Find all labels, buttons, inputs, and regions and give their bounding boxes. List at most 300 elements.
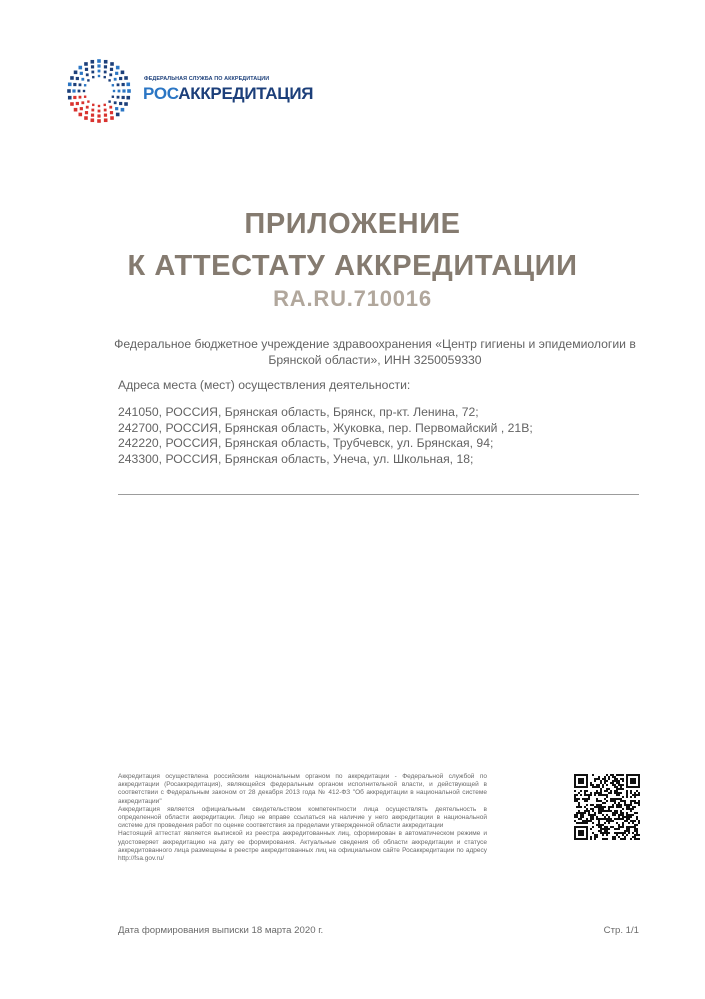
qr-module bbox=[590, 828, 592, 830]
qr-module bbox=[600, 824, 602, 826]
logo-dot bbox=[80, 72, 83, 75]
qr-module bbox=[610, 806, 612, 808]
qr-module bbox=[616, 794, 618, 796]
qr-module bbox=[600, 812, 602, 814]
qr-module bbox=[578, 792, 580, 794]
qr-module bbox=[600, 790, 602, 792]
qr-module bbox=[628, 806, 630, 808]
qr-module bbox=[630, 808, 632, 810]
qr-module bbox=[618, 788, 620, 790]
qr-module bbox=[574, 816, 576, 818]
qr-module bbox=[614, 814, 616, 816]
qr-module bbox=[588, 794, 590, 796]
qr-module bbox=[602, 828, 604, 830]
qr-module bbox=[592, 784, 594, 786]
qr-module bbox=[600, 808, 602, 810]
address-item: 243300, РОССИЯ, Брянская область, Унеча, ул. Школьная, 18; bbox=[118, 451, 474, 466]
issue-date: Дата формирования выписки 18 марта 2020 г. bbox=[118, 925, 324, 936]
qr-module bbox=[596, 798, 598, 800]
qr-module bbox=[614, 790, 616, 792]
qr-module bbox=[580, 822, 582, 824]
qr-module bbox=[574, 796, 576, 798]
logo-dot bbox=[127, 89, 131, 93]
qr-module bbox=[586, 820, 588, 822]
qr-module bbox=[578, 822, 580, 824]
qr-module bbox=[630, 810, 632, 812]
logo-dot bbox=[97, 114, 100, 117]
qr-module bbox=[582, 798, 584, 800]
qr-module bbox=[636, 818, 638, 820]
qr-module bbox=[616, 812, 618, 814]
qr-module bbox=[606, 800, 608, 802]
logo-dot bbox=[110, 62, 114, 66]
qr-module bbox=[582, 822, 584, 824]
qr-module bbox=[598, 794, 600, 796]
logo-dot bbox=[97, 119, 101, 123]
qr-module bbox=[616, 786, 618, 788]
qr-module bbox=[604, 802, 606, 804]
qr-module bbox=[604, 806, 606, 808]
qr-module bbox=[586, 810, 588, 812]
qr-module bbox=[584, 800, 586, 802]
qr-module bbox=[618, 798, 620, 800]
qr-module bbox=[612, 800, 614, 802]
qr-module bbox=[586, 818, 588, 820]
logo-dot bbox=[113, 90, 115, 92]
qr-module bbox=[610, 790, 612, 792]
qr-module bbox=[636, 790, 638, 792]
qr-module bbox=[604, 828, 606, 830]
qr-module bbox=[636, 838, 638, 840]
qr-module bbox=[626, 816, 628, 818]
qr-module bbox=[618, 836, 620, 838]
qr-module bbox=[628, 818, 630, 820]
qr-module bbox=[616, 798, 618, 800]
qr-module bbox=[612, 774, 614, 776]
qr-module bbox=[630, 778, 636, 784]
qr-module bbox=[634, 830, 636, 832]
qr-module bbox=[596, 816, 598, 818]
qr-module bbox=[630, 814, 632, 816]
qr-module bbox=[604, 776, 606, 778]
logo-dot bbox=[126, 83, 130, 87]
qr-module bbox=[602, 814, 604, 816]
qr-module bbox=[584, 792, 586, 794]
qr-module bbox=[632, 820, 634, 822]
qr-module bbox=[634, 838, 636, 840]
logo-dot bbox=[68, 83, 72, 87]
qr-module bbox=[584, 812, 586, 814]
qr-module bbox=[610, 818, 612, 820]
qr-module bbox=[618, 806, 620, 808]
qr-module bbox=[598, 824, 600, 826]
qr-module bbox=[588, 798, 590, 800]
logo-dot bbox=[91, 71, 94, 74]
qr-module bbox=[604, 778, 606, 780]
qr-module bbox=[616, 818, 618, 820]
qr-module bbox=[608, 792, 610, 794]
qr-module bbox=[596, 804, 598, 806]
qr-module bbox=[604, 818, 606, 820]
qr-module bbox=[620, 832, 622, 834]
qr-module bbox=[638, 794, 640, 796]
logo-dot bbox=[85, 111, 88, 114]
organization-name: Федеральное бюджетное учреждение здравоохранения «Центр гигиены и эпидемиологии в Брянской области», ИНН 3250059330 bbox=[114, 337, 636, 367]
qr-module bbox=[596, 790, 598, 792]
qr-module bbox=[596, 792, 598, 794]
qr-module bbox=[612, 812, 614, 814]
qr-module bbox=[628, 804, 630, 806]
qr-module bbox=[622, 816, 624, 818]
qr-module bbox=[618, 816, 620, 818]
qr-module bbox=[618, 792, 620, 794]
qr-module bbox=[594, 814, 596, 816]
qr-module bbox=[606, 830, 608, 832]
qr-module bbox=[580, 816, 582, 818]
qr-module bbox=[610, 800, 612, 802]
qr-module bbox=[574, 790, 576, 792]
qr-module bbox=[620, 814, 622, 816]
qr-module bbox=[638, 792, 640, 794]
qr-module bbox=[592, 808, 594, 810]
qr-module bbox=[590, 792, 592, 794]
qr-module bbox=[602, 778, 604, 780]
logo-dot bbox=[104, 71, 107, 74]
logo-dot bbox=[73, 96, 76, 99]
address-item: 242220, РОССИЯ, Брянская область, Трубчевск, ул. Брянская, 94; bbox=[118, 436, 494, 451]
qr-module bbox=[594, 838, 596, 840]
qr-module bbox=[606, 828, 608, 830]
qr-module bbox=[592, 826, 594, 828]
qr-module bbox=[576, 806, 578, 808]
footnote-paragraph-3: Настоящий аттестат является выпиской из реестра аккредитованных лиц, сформирован в автоматическом режиме и удостоверяет аккредитацию на дату ее формирования. Актуальные сведения об области аккредитации и статусе аккредитованного лица размещены в реестре аккредитованных лиц на официальном сайте Росаккредитации по адресу http://fsa.gov.ru/ bbox=[118, 830, 487, 863]
qr-module bbox=[604, 838, 606, 840]
qr-module bbox=[616, 780, 618, 782]
addresses-list bbox=[118, 405, 533, 467]
logo-dot bbox=[119, 77, 122, 80]
qr-module bbox=[606, 818, 608, 820]
qr-module bbox=[596, 834, 598, 836]
qr-module bbox=[586, 798, 588, 800]
qr-module bbox=[622, 796, 624, 798]
logo-agency-name: ФЕДЕРАЛЬНАЯ СЛУЖБА ПО АККРЕДИТАЦИИ bbox=[144, 76, 270, 82]
qr-module bbox=[604, 822, 606, 824]
logo-brand-rest: АККРЕДИТАЦИЯ bbox=[178, 84, 314, 103]
qr-module bbox=[606, 838, 608, 840]
qr-module bbox=[616, 828, 618, 830]
logo-dot bbox=[116, 66, 120, 70]
logo-dot bbox=[98, 70, 101, 73]
qr-module bbox=[620, 774, 622, 776]
qr-module bbox=[626, 792, 628, 794]
qr-module bbox=[588, 812, 590, 814]
qr-module bbox=[596, 786, 598, 788]
qr-module bbox=[620, 826, 622, 828]
qr-module bbox=[618, 780, 620, 782]
qr-module bbox=[580, 794, 582, 796]
qr-module bbox=[596, 836, 598, 838]
qr-module bbox=[600, 806, 602, 808]
logo-emblem-icon bbox=[66, 58, 132, 124]
qr-module bbox=[614, 798, 616, 800]
qr-module bbox=[574, 826, 588, 828]
logo-dot bbox=[81, 78, 84, 81]
qr-module bbox=[622, 808, 624, 810]
qr-module bbox=[616, 788, 618, 790]
qr-module bbox=[590, 820, 592, 822]
qr-module bbox=[602, 824, 604, 826]
qr-module bbox=[600, 782, 602, 784]
qr-module bbox=[600, 788, 602, 790]
qr-module bbox=[598, 806, 600, 808]
qr-module bbox=[598, 822, 600, 824]
qr-module bbox=[618, 814, 620, 816]
qr-module bbox=[618, 784, 620, 786]
qr-module bbox=[632, 822, 634, 824]
qr-module bbox=[608, 816, 610, 818]
qr-module bbox=[626, 796, 628, 798]
qr-module bbox=[592, 818, 594, 820]
logo-dot bbox=[110, 68, 113, 71]
qr-module bbox=[606, 790, 608, 792]
qr-module bbox=[598, 778, 600, 780]
qr-module bbox=[620, 792, 622, 794]
qr-module bbox=[612, 838, 614, 840]
qr-module bbox=[574, 798, 576, 800]
qr-module bbox=[580, 818, 582, 820]
qr-module bbox=[608, 818, 610, 820]
logo-dot bbox=[83, 90, 85, 92]
footnote-paragraph-1: Аккредитация осуществлена российским национальным органом по аккредитации - Федеральной службой по аккредитации (Росаккредитация), являющейся федеральным органом исполнительной власти, и действующей в соответствии с Федеральным законом от 28 декабря 2013 года № 412-ФЗ "Об аккредитации в национальной системе аккредитации" bbox=[118, 773, 487, 805]
logo-dot bbox=[92, 76, 94, 78]
qr-module bbox=[604, 794, 606, 796]
qr-module bbox=[598, 792, 600, 794]
qr-module bbox=[608, 808, 610, 810]
qr-module bbox=[624, 816, 626, 818]
qr-module bbox=[574, 814, 576, 816]
logo-dot bbox=[98, 105, 100, 107]
qr-module bbox=[604, 790, 606, 792]
qr-module bbox=[584, 794, 586, 796]
rosakkreditatsiya-logo bbox=[66, 58, 314, 128]
qr-module bbox=[600, 826, 602, 828]
qr-module bbox=[574, 838, 588, 840]
qr-module bbox=[606, 788, 608, 790]
qr-module bbox=[614, 836, 616, 838]
qr-module bbox=[606, 810, 608, 812]
qr-module bbox=[614, 818, 616, 820]
qr-module bbox=[636, 794, 638, 796]
logo-dot bbox=[97, 64, 100, 67]
qr-module bbox=[618, 804, 620, 806]
qr-module bbox=[612, 826, 614, 828]
qr-module bbox=[628, 826, 630, 828]
qr-module bbox=[612, 820, 614, 822]
qr-module bbox=[624, 838, 626, 840]
qr-module bbox=[606, 780, 608, 782]
qr-module bbox=[590, 784, 592, 786]
qr-code-icon bbox=[574, 774, 640, 840]
logo-dot bbox=[114, 101, 117, 104]
qr-module bbox=[604, 826, 606, 828]
qr-module bbox=[620, 778, 622, 780]
logo-brand bbox=[143, 84, 313, 104]
qr-module bbox=[600, 832, 602, 834]
logo-dot bbox=[79, 83, 82, 86]
qr-module bbox=[636, 816, 638, 818]
qr-module bbox=[606, 784, 608, 786]
qr-module bbox=[590, 818, 592, 820]
qr-module bbox=[592, 816, 594, 818]
logo-dot bbox=[112, 84, 114, 86]
logo-dot bbox=[98, 110, 101, 113]
qr-module bbox=[590, 782, 592, 784]
qr-module bbox=[590, 836, 592, 838]
qr-module bbox=[600, 780, 602, 782]
logo-dot bbox=[87, 79, 89, 81]
qr-module bbox=[622, 784, 624, 786]
qr-module bbox=[596, 800, 598, 802]
qr-module bbox=[604, 816, 606, 818]
qr-module bbox=[624, 804, 626, 806]
qr-module bbox=[616, 832, 618, 834]
qr-module bbox=[588, 820, 590, 822]
qr-module bbox=[622, 838, 624, 840]
qr-module bbox=[580, 814, 582, 816]
qr-module bbox=[612, 814, 614, 816]
qr-module bbox=[634, 820, 636, 822]
registration-number: RA.RU.710016 bbox=[273, 286, 432, 311]
qr-module bbox=[638, 834, 640, 836]
qr-module bbox=[598, 800, 600, 802]
logo-dot bbox=[84, 116, 88, 120]
qr-module bbox=[622, 818, 624, 820]
qr-module bbox=[626, 826, 628, 828]
qr-module bbox=[586, 794, 588, 796]
logo-dot bbox=[97, 59, 101, 63]
addresses-heading: Адреса места (мест) осуществления деятельности: bbox=[118, 378, 411, 392]
accreditation-footnote bbox=[118, 773, 487, 863]
qr-module bbox=[576, 812, 578, 814]
qr-module bbox=[632, 808, 634, 810]
qr-module bbox=[598, 784, 600, 786]
qr-module bbox=[616, 810, 618, 812]
qr-module bbox=[610, 774, 612, 776]
qr-module bbox=[582, 812, 584, 814]
qr-module bbox=[616, 778, 618, 780]
qr-module bbox=[598, 786, 600, 788]
qr-module bbox=[620, 804, 622, 806]
logo-dot bbox=[67, 89, 71, 93]
logo-dot bbox=[91, 118, 95, 122]
qr-module bbox=[632, 806, 634, 808]
qr-module bbox=[616, 782, 618, 784]
qr-module bbox=[614, 792, 616, 794]
qr-module bbox=[592, 814, 594, 816]
logo-dot bbox=[91, 65, 94, 68]
qr-module bbox=[606, 774, 608, 776]
page-number: Стр. 1/1 bbox=[603, 925, 639, 936]
qr-module bbox=[624, 836, 626, 838]
qr-module bbox=[594, 836, 596, 838]
qr-module bbox=[600, 818, 602, 820]
logo-dot bbox=[74, 71, 78, 75]
qr-module bbox=[606, 794, 608, 796]
qr-module bbox=[624, 800, 626, 802]
qr-module bbox=[588, 796, 590, 798]
qr-module bbox=[590, 808, 592, 810]
qr-module bbox=[586, 774, 588, 788]
qr-module bbox=[606, 832, 608, 834]
qr-module bbox=[622, 812, 624, 814]
qr-module bbox=[626, 774, 640, 776]
logo-dot bbox=[91, 60, 95, 64]
qr-module bbox=[624, 820, 626, 822]
qr-module bbox=[614, 780, 616, 782]
qr-module bbox=[638, 802, 640, 804]
qr-module bbox=[598, 826, 600, 828]
logo-dot bbox=[68, 96, 72, 100]
qr-module bbox=[584, 820, 586, 822]
qr-module bbox=[594, 834, 596, 836]
qr-module bbox=[590, 814, 592, 816]
qr-module bbox=[622, 780, 624, 782]
qr-module bbox=[634, 812, 636, 814]
qr-module bbox=[602, 810, 604, 812]
logo-dot bbox=[84, 84, 86, 86]
logo-dot bbox=[116, 113, 120, 117]
qr-module bbox=[626, 814, 628, 816]
logo-dot bbox=[79, 66, 83, 70]
qr-module bbox=[576, 822, 578, 824]
qr-module bbox=[592, 774, 594, 776]
qr-module bbox=[578, 810, 580, 812]
logo-dot bbox=[108, 79, 110, 81]
qr-module bbox=[614, 828, 616, 830]
qr-module bbox=[602, 818, 604, 820]
qr-module bbox=[610, 826, 612, 828]
logo-dot bbox=[86, 73, 89, 76]
logo-dot bbox=[108, 100, 110, 102]
logo-dot bbox=[119, 102, 122, 105]
qr-module bbox=[624, 830, 626, 832]
qr-module bbox=[602, 838, 604, 840]
logo-dot bbox=[104, 60, 108, 64]
qr-module bbox=[586, 790, 588, 792]
qr-module bbox=[638, 838, 640, 840]
qr-module bbox=[578, 806, 580, 808]
logo-dot bbox=[84, 96, 86, 98]
qr-module bbox=[622, 778, 624, 780]
logo-dot bbox=[122, 83, 125, 86]
qr-module bbox=[594, 778, 596, 780]
qr-module bbox=[634, 824, 636, 826]
logo-dot bbox=[114, 78, 117, 81]
logo-dot bbox=[124, 102, 128, 106]
qr-module bbox=[636, 828, 638, 830]
logo-dot bbox=[110, 116, 114, 120]
qr-module bbox=[638, 800, 640, 802]
qr-module bbox=[598, 818, 600, 820]
qr-module bbox=[604, 780, 606, 782]
qr-module bbox=[626, 818, 628, 820]
qr-module bbox=[622, 826, 624, 828]
qr-module bbox=[626, 804, 628, 806]
qr-module bbox=[606, 826, 608, 828]
document-title-line2: К АТТЕСТАТУ АККРЕДИТАЦИИ bbox=[127, 250, 578, 282]
qr-module bbox=[596, 784, 598, 786]
qr-module bbox=[626, 774, 628, 788]
